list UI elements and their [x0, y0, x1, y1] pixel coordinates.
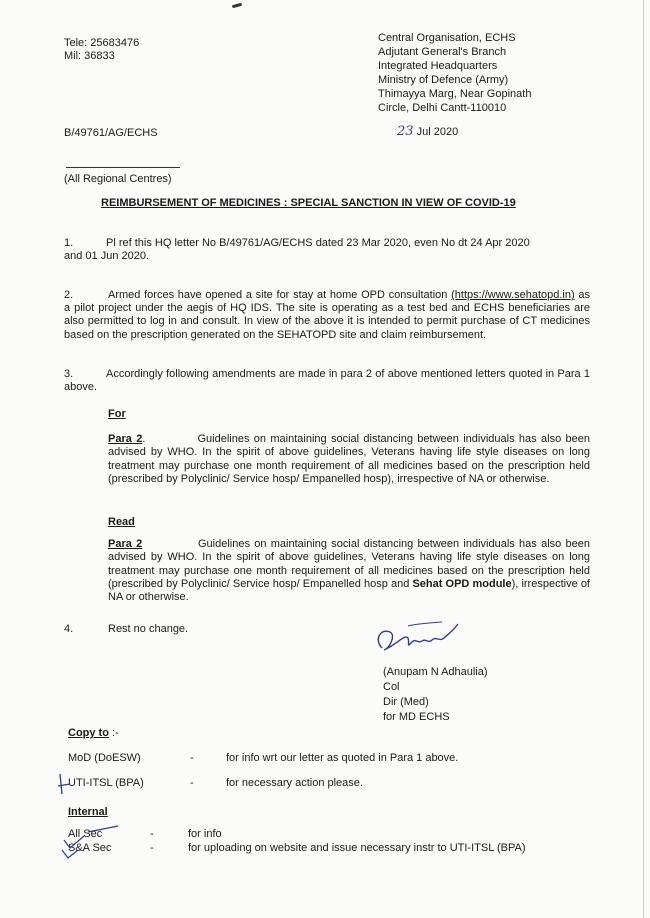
address-line: Central Organisation, ECHS	[378, 32, 516, 44]
tele-number: Tele: 25683476	[64, 37, 140, 49]
contact-block	[64, 37, 139, 63]
addressee: (All Regional Centres)	[64, 173, 172, 185]
paragraph-text: Guidelines on maintaining social distancing between individuals has also been advised by WHO. In the spirit of above guidelines, Veterans having life style diseases on long treatment may purchase one month requirement of all medicines based on the prescription held (prescribed by Polyclinic/ Service hosp/ Empanelled hosp), irrespective of NA or otherwise.	[108, 433, 590, 485]
paragraph-text: Armed forces have opened a site for stay at home OPD consultation	[108, 289, 448, 301]
sehatopd-link[interactable]: (https://www.sehatopd.in)	[451, 289, 575, 301]
page-edge	[643, 0, 644, 918]
para-label: Para 2	[108, 433, 143, 445]
tick-mark-icon	[58, 824, 128, 860]
copy-to-label: Copy to	[68, 727, 109, 739]
office-address	[378, 31, 531, 115]
paragraph-4	[64, 623, 188, 636]
reference-number: B/49761/AG/ECHS	[64, 127, 158, 139]
for-heading: For	[108, 408, 126, 420]
read-heading: Read	[108, 516, 135, 528]
paragraph-text: Pl ref this HQ letter No B/49761/AG/ECHS dated 23 Mar 2020, even No dt 24 Apr 2020	[106, 237, 530, 249]
copy-dash: -	[190, 752, 194, 764]
scan-mark	[232, 3, 242, 8]
paragraph-text: Accordingly following amendments are made in para 2 of above mentioned letters quoted in Para 1 above.	[64, 368, 590, 393]
address-line: Integrated Headquarters	[378, 60, 498, 72]
paragraph-text: Rest no change.	[108, 623, 189, 635]
copy-dash: -	[190, 777, 194, 789]
paragraph-text: ), irrespective of NA or otherwise.	[108, 577, 590, 604]
date-month-year: Jul 2020	[416, 126, 459, 138]
signature-icon	[368, 614, 468, 660]
signatory-rank: Col	[383, 681, 400, 693]
copy-to-suffix: :-	[108, 727, 119, 739]
sehat-opd-module: Sehat OPD module	[412, 577, 512, 590]
para-label: Para 2	[108, 538, 143, 550]
internal-action: for info	[188, 828, 222, 840]
paragraph-number: 1.	[64, 237, 74, 249]
copy-action: for info wrt our letter as quoted in Para 1 above.	[226, 752, 459, 764]
paragraph-number: 3.	[64, 368, 74, 380]
read-paragraph	[108, 538, 590, 604]
internal-dash: -	[150, 842, 154, 854]
copy-row	[68, 777, 363, 790]
address-line: Adjutant General's Branch	[378, 46, 507, 58]
paragraph-1	[64, 237, 590, 263]
copy-recipient: UTI-ITSL (BPA)	[68, 777, 144, 789]
internal-dash: -	[150, 828, 154, 840]
address-line: Circle, Delhi Cantt-110010	[378, 102, 507, 114]
signatory-block	[383, 665, 488, 725]
signature	[368, 614, 468, 660]
internal-row	[68, 842, 526, 855]
signatory-post: Dir (Med)	[383, 696, 429, 708]
copy-recipient: MoD (DoESW)	[68, 752, 141, 764]
paragraph-number: 2.	[64, 289, 74, 301]
copy-action: for necessary action please.	[226, 777, 363, 789]
check-mark-icon	[56, 772, 80, 798]
address-line: Thimayya Marg, Near Gopinath	[378, 88, 532, 100]
internal-recipient: S&A Sec	[68, 842, 112, 854]
subject-line: REIMBURSEMENT OF MEDICINES : SPECIAL SANCTION IN VIEW OF COVID-19	[101, 197, 516, 209]
copy-row	[68, 752, 458, 765]
paragraph-text: Guidelines on maintaining social distancing between individuals has also been advised by WHO. In the spirit of above guidelines, Veterans having life style diseases on long treatment may purchase one month requirement of all medicines based on the prescription held (prescribed by Polyclinic/ Service hosp/ Empanelled hosp and	[108, 538, 591, 590]
internal-action: for uploading on website and issue necessary instr to UTI-ITSL (BPA)	[188, 842, 526, 854]
paragraph-number: 4.	[64, 623, 74, 635]
mil-number: Mil: 36833	[64, 50, 115, 62]
internal-heading: Internal	[68, 806, 108, 818]
paragraph-text: and 01 Jun 2020.	[64, 250, 150, 262]
addressee-rule	[66, 167, 180, 168]
signatory-for: for MD ECHS	[383, 711, 450, 723]
copy-to-heading	[68, 727, 119, 740]
address-line: Ministry of Defence (Army)	[378, 74, 509, 86]
for-paragraph: Para 2. Guidelines on maintaining social distancing between individuals has also been advised by WHO. In the spirit of above guidelines, Veterans having life style diseases on long treatment may purchase one month requirement of all medicines based on the prescription held (prescribed by Polyclinic/ Service hosp/ Empanelled hosp), irrespective of NA or otherwise.	[108, 433, 590, 485]
handwritten-date-day: 23	[397, 124, 414, 139]
signatory-name: (Anupam N Adhaulia)	[383, 666, 488, 678]
paragraph-3	[64, 368, 590, 394]
letter-date	[397, 125, 458, 139]
internal-recipient: All Sec	[68, 828, 103, 840]
paragraph-2	[64, 289, 590, 342]
paragraph-text: as a pilot project under the aegis of HQ IDS. The site is operating as a test bed and ECHS beneficiaries are also permitted to log in and consult. In view of the above it is intended to permit purchase of CT medicines based on the prescription generated on the SEHATOPD site and claim reimbursement.	[64, 289, 590, 341]
